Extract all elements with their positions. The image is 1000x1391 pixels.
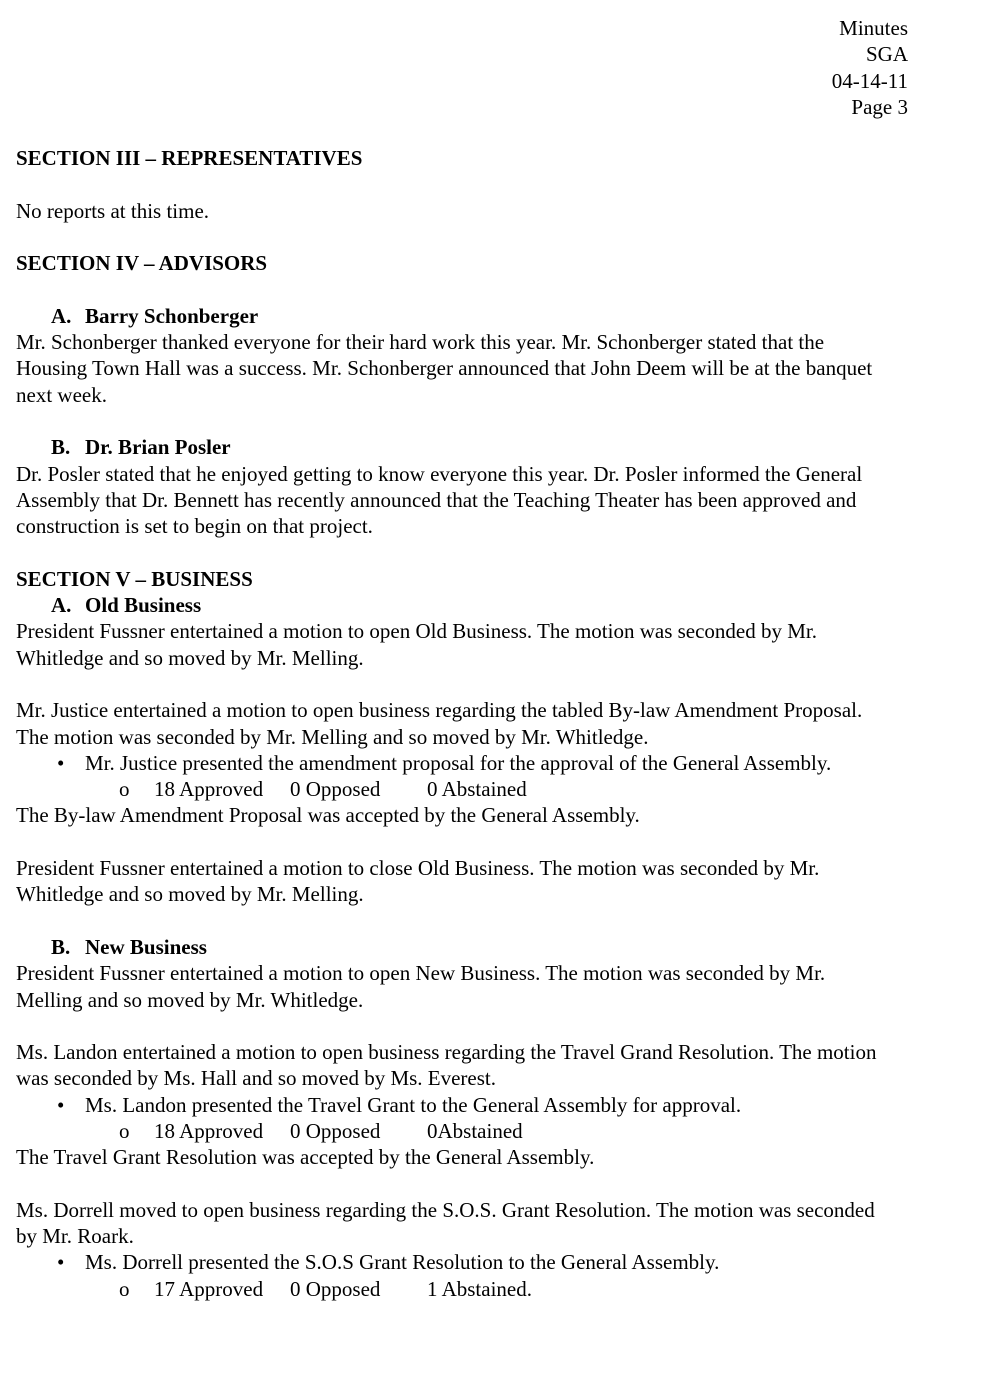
paragraph-line: was seconded by Ms. Hall and so moved by Ms. Everest. [16, 1066, 497, 1091]
subsection-heading [16, 434, 976, 460]
subsection-title: Old Business [85, 593, 202, 618]
paragraph-line: Ms. Dorrell moved to open business regarding the S.O.S. Grant Resolution. The motion was seconded [16, 1197, 875, 1222]
paragraph-line: next week. [16, 382, 107, 407]
paragraph-line: Whitledge and so moved by Mr. Melling. [16, 882, 364, 907]
paragraph-line: The motion was seconded by Mr. Melling and so moved by Mr. Whitledge. [16, 724, 649, 749]
vote-approved: 17 Approved [154, 1276, 264, 1301]
paragraph-line: by Mr. Roark. [16, 1224, 134, 1249]
circle-bullet-icon: o [119, 1276, 130, 1301]
vote-tally [16, 776, 976, 802]
vote-abstained: 0 Abstained [427, 777, 527, 802]
subsection-heading [16, 303, 976, 329]
bullet-icon: • [57, 1250, 65, 1275]
subsection-letter: B. [51, 934, 71, 959]
circle-bullet-icon: o [119, 1118, 130, 1143]
document-body [16, 145, 976, 1302]
vote-approved: 18 Approved [154, 777, 264, 802]
section-heading: SECTION III – REPRESENTATIVES [16, 146, 363, 170]
vote-tally [16, 1118, 976, 1144]
subsection-title: Dr. Brian Posler [85, 435, 231, 460]
bullet-text: Ms. Dorrell presented the S.O.S Grant Resolution to the General Assembly. [85, 1250, 720, 1275]
page-header [832, 15, 908, 120]
paragraph-line: President Fussner entertained a motion to open Old Business. The motion was seconded by Mr. [16, 619, 818, 644]
vote-tally [16, 1276, 976, 1302]
header-page-number: Page 3 [851, 94, 908, 119]
paragraph-line: Mr. Schonberger thanked everyone for their hard work this year. Mr. Schonberger stated that the [16, 330, 825, 355]
paragraph-line: President Fussner entertained a motion to open New Business. The motion was seconded by Mr. [16, 961, 826, 986]
subsection-letter: A. [51, 593, 72, 618]
subsection-title: Barry Schonberger [85, 303, 259, 328]
vote-approved: 18 Approved [154, 1118, 264, 1143]
bullet-text: Ms. Landon presented the Travel Grant to the General Assembly for approval. [85, 1092, 742, 1117]
paragraph-line: Melling and so moved by Mr. Whitledge. [16, 987, 364, 1012]
header-org: SGA [865, 42, 908, 67]
section-heading: SECTION IV – ADVISORS [16, 251, 268, 276]
subsection-title: New Business [85, 934, 207, 959]
vote-abstained: 0Abstained [427, 1118, 523, 1143]
paragraph: No reports at this time. [16, 198, 210, 223]
bullet-icon: • [57, 750, 65, 775]
paragraph-line: Ms. Landon entertained a motion to open business regarding the Travel Grand Resolution. The motion [16, 1040, 877, 1065]
bullet-item [16, 1092, 976, 1118]
circle-bullet-icon: o [119, 777, 130, 802]
header-title: Minutes [839, 16, 908, 40]
subsection-letter: A. [51, 303, 72, 328]
paragraph-line: Mr. Justice entertained a motion to open business regarding the tabled By-law Amendment Proposal. [16, 698, 863, 723]
bullet-icon: • [57, 1092, 65, 1117]
vote-abstained: 1 Abstained. [427, 1276, 532, 1301]
paragraph-line: Assembly that Dr. Bennett has recently announced that the Teaching Theater has been approved and [16, 487, 857, 512]
bullet-text: Mr. Justice presented the amendment proposal for the approval of the General Assembly. [85, 750, 832, 775]
paragraph-line: President Fussner entertained a motion to close Old Business. The motion was seconded by Mr. [16, 856, 820, 881]
paragraph-line: Whitledge and so moved by Mr. Melling. [16, 645, 364, 670]
paragraph-line: Housing Town Hall was a success. Mr. Schonberger announced that John Deem will be at the banquet [16, 356, 873, 381]
vote-opposed: 0 Opposed [290, 1118, 381, 1143]
vote-opposed: 0 Opposed [290, 777, 381, 802]
subsection-letter: B. [51, 435, 71, 460]
section-heading: SECTION V – BUSINESS [16, 566, 253, 591]
paragraph-line: Dr. Posler stated that he enjoyed getting to know everyone this year. Dr. Posler informed the General [16, 461, 863, 486]
vote-opposed: 0 Opposed [290, 1276, 381, 1301]
subsection-heading [16, 934, 976, 960]
paragraph-line: The Travel Grant Resolution was accepted by the General Assembly. [16, 1145, 595, 1170]
paragraph-line: construction is set to begin on that project. [16, 514, 373, 539]
bullet-item [16, 1249, 976, 1275]
paragraph-line: The By-law Amendment Proposal was accepted by the General Assembly. [16, 803, 640, 828]
subsection-heading [16, 592, 976, 618]
header-date: 04-14-11 [831, 68, 908, 93]
bullet-item [16, 750, 976, 776]
